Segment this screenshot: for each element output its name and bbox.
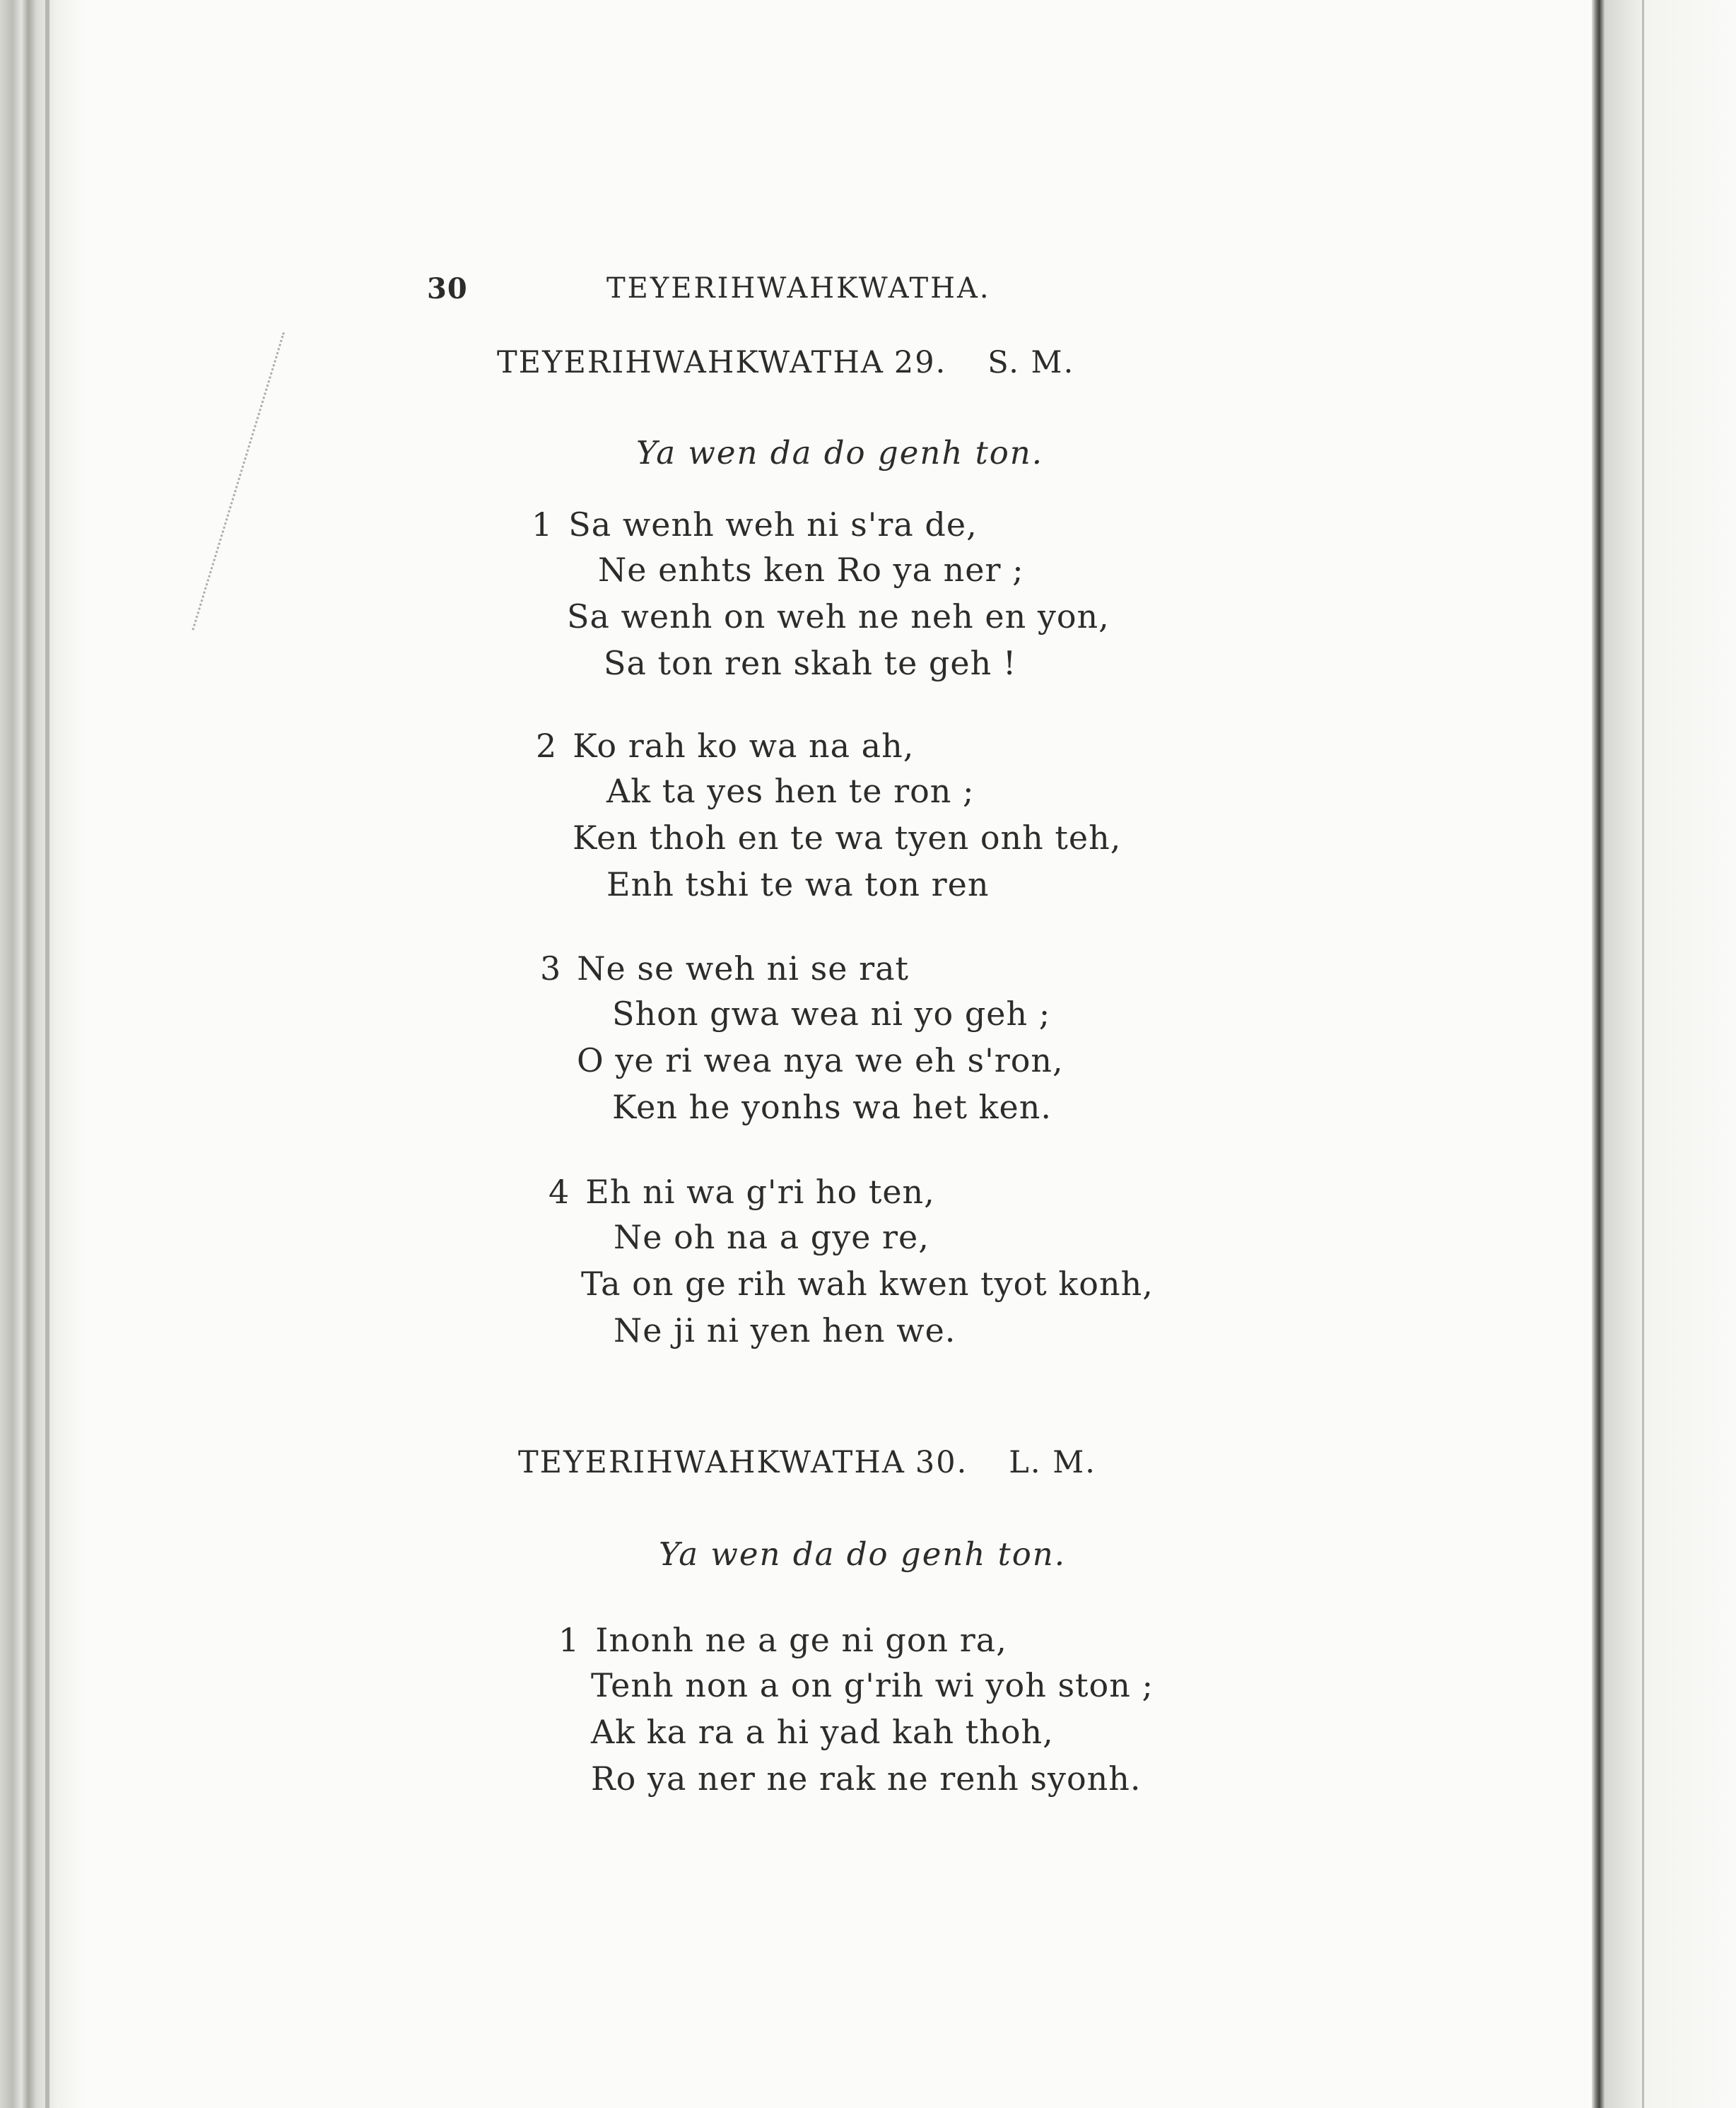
- verse-line: 4 Eh ni wa g'ri ho ten,: [549, 1173, 935, 1211]
- verse-29-2: [536, 725, 1313, 915]
- facing-page-line: [1642, 0, 1644, 2108]
- verse-line: Ne enhts ken Ro ya ner ;: [598, 551, 1024, 589]
- verse-number: 3: [540, 949, 562, 988]
- verse-number: 2: [536, 727, 558, 765]
- verse-line: Sa ton ren skah te geh !: [604, 644, 1017, 682]
- hymn-heading-29: [497, 345, 1274, 387]
- verse-line: Ne ji ni yen hen we.: [614, 1311, 956, 1349]
- verse-line: Ak ta yes hen te ron ;: [606, 772, 975, 810]
- hymn-heading-30: [518, 1445, 1296, 1487]
- verse-line: Ken he yonhs wa het ken.: [612, 1088, 1052, 1126]
- verse-line: Tenh non a on g'rih wi yoh ston ;: [591, 1666, 1154, 1704]
- facing-page-edge: [1605, 0, 1736, 2108]
- verse-line: Shon gwa wea ni yo geh ;: [612, 995, 1051, 1033]
- verse-29-3: [540, 947, 1318, 1138]
- verse-line: Sa wenh on weh ne neh en yon,: [567, 597, 1110, 636]
- verse-line: Enh tshi te wa ton ren: [606, 865, 990, 903]
- binding-shadow-line: [45, 0, 49, 2108]
- verse-29-1: [532, 503, 1309, 694]
- running-title: TEYERIHWAHKWATHA.: [606, 272, 991, 305]
- verse-line: 1 Inonh ne a ge ni gon ra,: [558, 1621, 1007, 1659]
- page-fold-shadow: [1592, 0, 1605, 2108]
- page-number: 30: [427, 272, 468, 305]
- verse-line: Ken thoh en te wa tyen onh teh,: [573, 819, 1122, 857]
- verse-line: 1 Sa wenh weh ni s'ra de,: [532, 505, 978, 544]
- verse-number: 1: [532, 505, 553, 544]
- verse-line: 3 Ne se weh ni se rat: [540, 949, 909, 988]
- hymn-heading-title: TEYERIHWAHKWATHA: [497, 345, 884, 380]
- running-head: [427, 272, 1204, 315]
- hymn-meter: S. M.: [987, 345, 1075, 380]
- verse-line: O ye ri wea nya we eh s'ron,: [577, 1041, 1064, 1079]
- verse-number: 4: [549, 1173, 570, 1211]
- verse-line: 2 Ko rah ko wa na ah,: [536, 727, 915, 765]
- hymn-heading-number: 29.: [893, 345, 947, 380]
- hymn-heading-title: TEYERIHWAHKWATHA: [518, 1445, 905, 1480]
- verse-29-4: [549, 1171, 1326, 1362]
- hymn-meter: L. M.: [1009, 1445, 1096, 1480]
- hymn-tune-30: Ya wen da do genh ton.: [659, 1535, 1067, 1573]
- verse-line: Ro ya ner ne rak ne renh syonh.: [591, 1759, 1142, 1798]
- book-binding-edge: [0, 0, 85, 2108]
- verse-line: Ta on ge rih wah kwen tyot konh,: [581, 1265, 1154, 1303]
- margin-pencil-mark: [192, 332, 287, 631]
- verse-30-1: [558, 1619, 1336, 1810]
- verse-number: 1: [558, 1621, 580, 1659]
- verse-line: Ak ka ra a hi yad kah thoh,: [591, 1713, 1054, 1751]
- verse-line: Ne oh na a gye re,: [614, 1218, 929, 1256]
- hymn-heading-number: 30.: [915, 1445, 968, 1480]
- hymn-tune-29: Ya wen da do genh ton.: [636, 434, 1044, 472]
